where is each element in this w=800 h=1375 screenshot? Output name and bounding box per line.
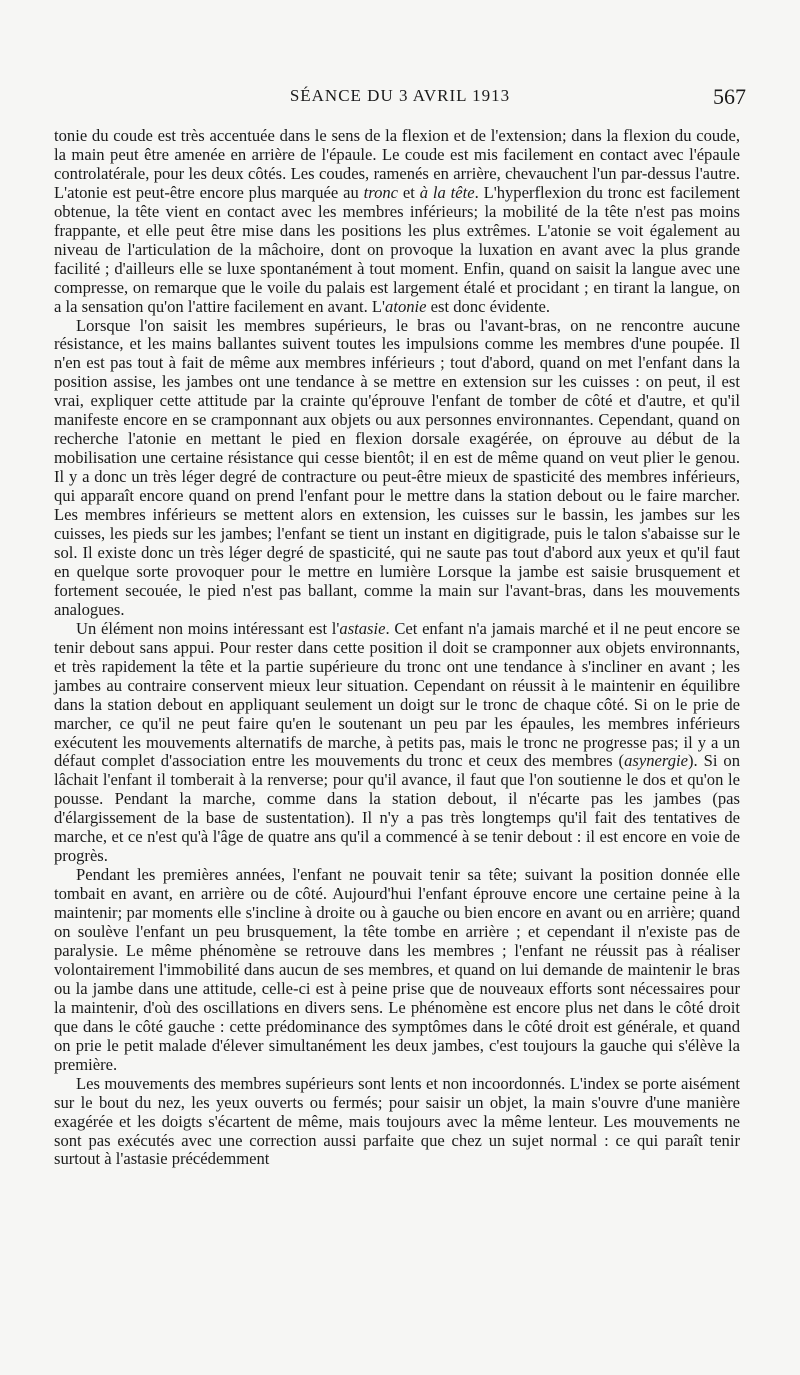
paragraph-5: Les mouvements des membres supérieurs sont lents et non incoordonnés. L'index se porte aisément sur le bout du nez, les yeux ouverts ou fermés; pour saisir un objet, la main s'ouvre d'une manière exagérée et les doigts s'écartent de même, mais toujours avec la même lenteur. Les mouvements ne sont pas exécutés avec une correction aussi parfaite que chez un sujet normal : ce qui paraît tenir surtout à l'astasie précédemment — [54, 1073, 740, 1169]
page-number: 567 — [713, 84, 746, 109]
text-run: . L'hyperflexion du tronc est facilement obtenue, la tête vient en contact avec les membres inférieurs; la mobilité de la tête n'est pas moins frappante, et elle peut être mise dans les positions les plus extrêmes. L'atonie se voit également au niveau de l'articulation de la mâchoire, dont on provoque la luxation en avant avec la plus grande facilité ; d'ailleurs elle se luxe spontanément à tout moment. Enfin, quand on saisit la langue avec une compresse, on remarque que le voile du palais est largement étalé et procidant ; en tirant la langue, on a la sensation qu'on l'attire facilement en avant. L' — [54, 182, 740, 316]
italic-term: atonie — [385, 296, 427, 316]
body-text — [54, 127, 740, 1169]
text-run: ). Si on lâchait l'enfant il tomberait à la renverse; pour qu'il avance, il faut que l'on soutienne le dos et qu'on le pousse. Pendant la marche, comme dans la station debout, il n'écarte pas les jambes (pas d'élargissement de la base de sustentation). Il n'y a pas très longtemps qu'il fait des tentatives de marche, et ce n'est qu'à l'âge de quatre ans qu'il a commencé à se tenir debout : il est encore en voie de progrès. — [54, 751, 740, 866]
paragraph-4: Pendant les premières années, l'enfant ne pouvait tenir sa tête; suivant la position donnée elle tombait en avant, en arrière ou de côté. Aujourd'hui l'enfant éprouve encore une certaine peine à la maintenir; par moments elle s'incline à droite ou à gauche ou bien encore en avant ou en arrière; quand on soulève l'enfant un peu brusquement, la tête tombe en arrière ; et cependant il n'existe pas de paralysie. Le même phénomène se retrouve dans les membres ; l'enfant ne réussit pas à réaliser volontairement l'immobilité dans aucun de ses membres, et quand on lui demande de maintenir le bras ou la jambe dans une attitude, celle-ci est à peine prise que de nouveaux efforts sont nécessaires pour la maintenir, d'où des oscillations en divers sens. Le phénomène est encore plus net dans le côté droit que dans le côté gauche : cette prédominance des symptômes dans le côté droit est générale, et quand on prie le petit malade d'élever simultanément les deux jambes, c'est toujours la gauche qui s'élève la première. — [54, 865, 740, 1074]
text-run: tonie du coude est très accentuée dans le sens de la flexion et de l'extension; dans la flexion du coude, la main peut être amenée en arrière de l'épaule. Le coude est mis facilement en contact avec l'épaule controlatérale, pour les deux côtés. Les coudes, ramenés en arrière, chevauchent l'un par-dessus l'autre. L'atonie est peut-être encore plus marquée au — [54, 126, 740, 202]
page-header — [54, 86, 746, 114]
running-head: SÉANCE DU 3 AVRIL 1913 — [289, 86, 511, 105]
italic-term: tronc — [363, 182, 399, 202]
paragraph-1 — [54, 127, 740, 317]
italic-term: asynergie — [624, 751, 688, 771]
paragraph-2: Lorsque l'on saisit les membres supérieurs, le bras ou l'avant-bras, on ne rencontre aucune résistance, et les mains ballantes suivent toutes les impulsions comme les membres d'une poupée. Il n'en est pas tout à fait de même aux membres inférieurs ; tout d'abord, quand on met l'enfant dans la position assise, les jambes ont une tendance à se mettre en extension sur les cuisses : on peut, il est vrai, expliquer cette attitude par la crainte qu'éprouve l'enfant de tomber de côté et d'autre, et qu'il manifeste encore en se cramponnant aux objets ou aux personnes environnantes. Cependant, quand on recherche l'atonie en mettant le pied en flexion dorsale exagérée, on éprouve au début de la mobilisation une certaine résistance qui cesse bientôt; il en est de même quand on veut plier le genou. Il y a donc un très léger degré de contracture ou peut-être mieux de spasticité des membres inférieurs, qui apparaît encore quand on prend l'enfant pour le mettre dans la station debout ou le faire marcher. Les membres inférieurs se mettent alors en extension, les cuisses sur le bassin, les jambes sur les cuisses, les pieds sur les jambes; l'enfant se tient un instant en digitigrade, puis le talon s'abaisse sur le sol. Il existe donc un très léger degré de spasticité, qui ne saute pas tout d'abord aux yeux et qu'il faut en quelque sorte provoquer pour le mettre en lumière Lorsque la jambe est saisie brusquement et fortement secouée, le pied n'est pas ballant, comme la main sur l'avant-bras, dans les mouvements analogues. — [54, 315, 740, 619]
text-run: et — [398, 182, 420, 202]
text-run: est donc évidente. — [426, 296, 551, 316]
paragraph-3 — [54, 620, 740, 866]
italic-term: astasie — [339, 618, 386, 638]
italic-term: à la tête — [419, 182, 475, 202]
text-run: . Cet enfant n'a jamais marché et il ne peut encore se tenir debout sans appui. Pour rester dans cette position il doit se cramponner aux objets environnants, et très rapidement la tête et la partie supérieure du tronc ont une tendance à s'incliner en avant ; les jambes au contraire conservent mieux leur situation. Cependant on réussit à le maintenir en équilibre dans la station debout en appliquant seulement un doigt sur le tronc de chaque côté. Si on le prie de marcher, ce qu'il ne peut faire qu'en le soutenant un peu par les épaules, les membres inférieurs exécutent les mouvements alternatifs de marche, à petits pas, mais le tronc ne progresse pas; il y a un défaut complet d'association entre les mouvements du tronc et ceux des membres ( — [54, 618, 740, 771]
text-run: Un élément non moins intéressant est l' — [76, 618, 340, 638]
